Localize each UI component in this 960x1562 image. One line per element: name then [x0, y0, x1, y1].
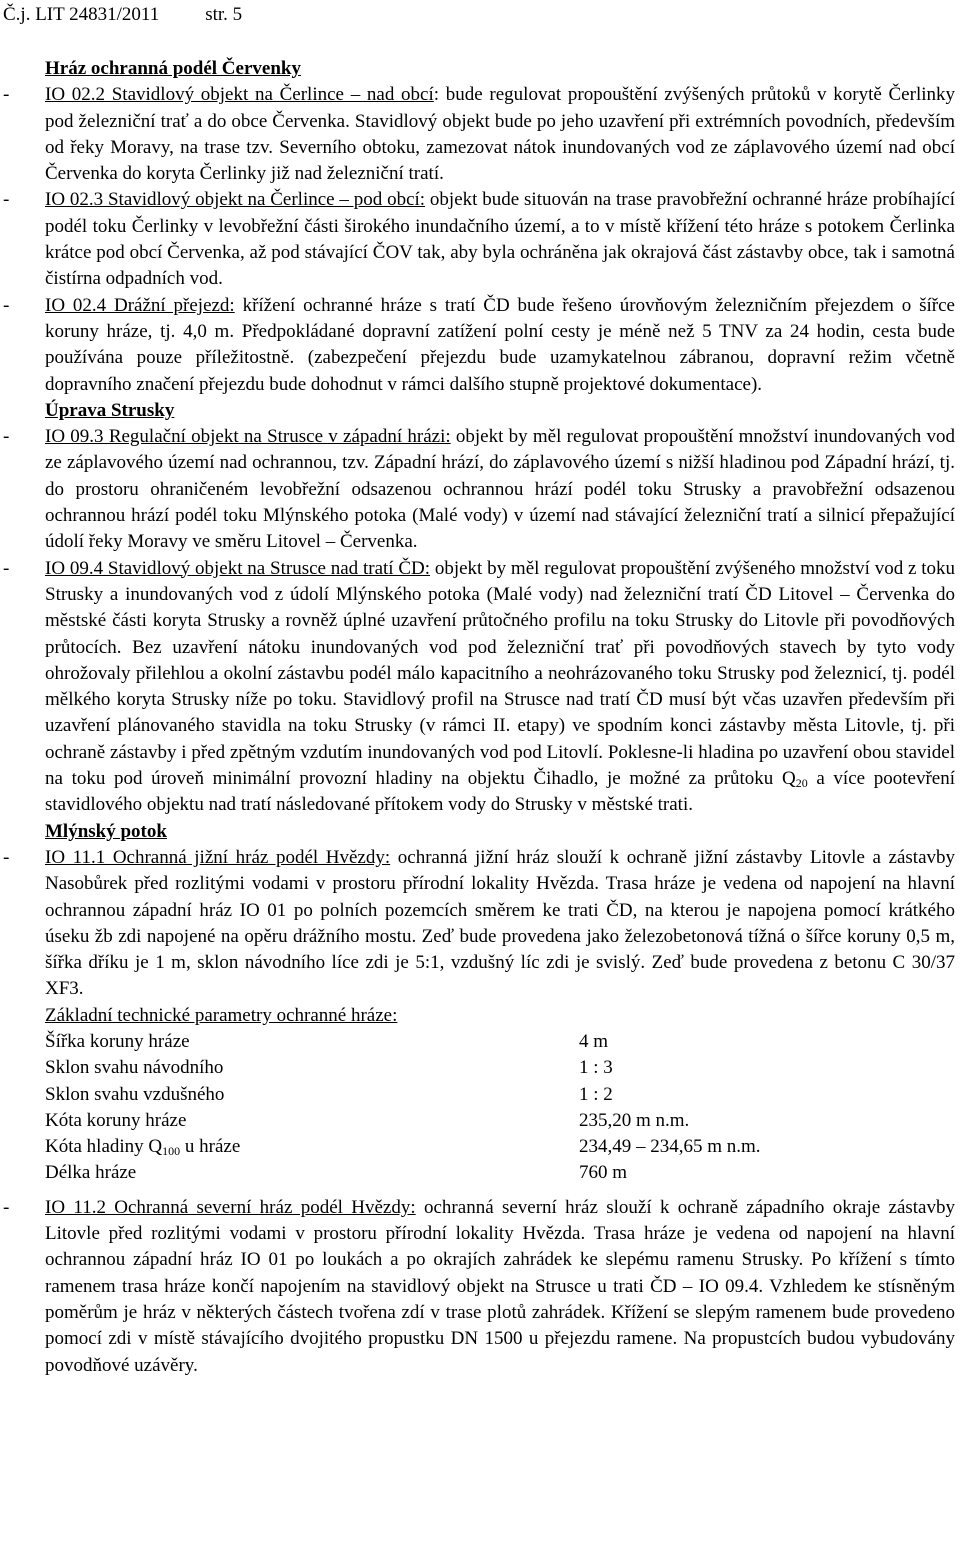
section-heading-struska: Úprava Strusky	[45, 399, 175, 421]
list-item-io-11-1	[0, 845, 955, 1003]
param-row	[45, 1082, 955, 1108]
param-key: Sklon svahu návodního	[45, 1057, 224, 1079]
subscript: 20	[795, 776, 808, 791]
parameters-label: Základní technické parametry ochranné hráze:	[45, 1004, 398, 1026]
param-value: 234,49 – 234,65 m n.m.	[579, 1136, 761, 1158]
param-value: 760 m	[579, 1162, 628, 1184]
list-dash: -	[3, 846, 10, 868]
param-key	[45, 1134, 579, 1160]
param-row	[45, 1134, 955, 1160]
list-item-io-11-2	[0, 1195, 955, 1379]
item-text: objekt by měl regulovat propouštění množství inundovaných vod ze záplavového území nad ochrannou, tzv. Západní hrází, do záplavového území s nižší hladinou pod Západní hrází, tj. do prostoru ohraničeném levobřežní odsazenou ochrannou hrází podél toku Strusky a pravobřežní odsazenou ochrannou hrází podél toku Mlýnského potoka (Malé vody) v území nad stávající železniční tratí a silnicí přepažující údolí řeky Moravy ve směru Litovel – Červenka.	[45, 426, 955, 553]
reference-number: Č.j. LIT 24831/2011	[3, 4, 160, 25]
list-dash: -	[3, 557, 10, 579]
section-heading-mlynsky-potok: Mlýnský potok	[45, 820, 167, 842]
param-key: Šířka koruny hráze	[45, 1030, 190, 1052]
param-value: 235,20 m n.m.	[579, 1109, 690, 1131]
param-key: Sklon svahu vzdušného	[45, 1083, 225, 1105]
section-heading-cervenka: Hráz ochranná podél Červenky	[45, 58, 301, 79]
item-text: ochranná severní hráz slouží k ochraně západního okraje zástavby Litovle před rozlitými vodami v prostoru přírodní lokality Hvězda. Trasa hráze je vedena od napojení na hlavní ochrannou západní hráz IO 01 po loukách a po okrajích zahrádek ke slepému ramenu Strusky. Po křížení s tímto ramenem trasa hráze končí napojením na stavidlový objekt na Strusce u trati ČD – IO 09.4. Vzhledem ke stísněným poměrům je hráz v některých částech tvořena zdí v trase plotů zahrádek. Křížení se slepým ramenem bude provedeno pomocí zdi v místě stávajícího dvojitého propustku DN 1500 u přejezdu ramene. Na propustcích budou vybudovány povodňové uzávěry.	[45, 1196, 955, 1376]
param-value: 4 m	[579, 1030, 609, 1052]
param-row	[45, 1108, 955, 1134]
list-dash: -	[3, 1196, 10, 1218]
item-title: IO 11.1 Ochranná jižní hráz podél Hvězdy:	[45, 846, 391, 868]
item-text: objekt bude situován na trase pravobřežní ochranné hráze probíhající podél toku Čerlinky v levobřežní části širokého inundačního území, a to v místě křížení této hráze s potokem Čerlinka krátce pod obcí Červenka, až pod stávající ČOV tak, aby byla ochráněna jak okrajová část zástavby obce, tak i samotná čistírna odpadních vod.	[45, 189, 956, 290]
subscript: 100	[162, 1144, 181, 1159]
list-item-io-02-4	[0, 293, 955, 398]
item-title: IO 09.3 Regulační objekt na Strusce v západní hrázi:	[45, 426, 451, 448]
item-text: ochranná jižní hráz slouží k ochraně jižní zástavby Litovle a zástavby Nasobůrek před rozlitými vodami v prostoru přírodní lokality Hvězda. Trasa hráze je vedena od napojení na hlavní ochrannou západní hráz IO 01 po polních pozemcích směrem ke trati ČD, na kterou je napojena pomocí krátkého úseku žb zdi napojené na opěru drážního mostu. Zeď bude provedena jako železobetonová tížná o šířce koruny 0,5 m, šířka dříku je 1 m, sklon návodního líce zdi je 5:1, vzdušný líc zdi je svislý. Zeď bude provedena z betonu C 30/37 XF3.	[45, 846, 956, 1000]
list-item-io-09-3	[0, 424, 955, 555]
item-text: křížení ochranné hráze s tratí ČD bude řešeno úrovňovým železničním přejezdem o šířce koruny hráze, tj. 4,0 m. Předpokládané dopravní zatížení polní cesty je méně než 5 TNV za 24 hodin, cesta bude používána pouze příležitostně. (zabezpečení přejezdu bude uzamykatelnou zábranou, dopravní režim včetně dopravního značení přejezdu bude dohodnut v rámci dalšího stupně projektové dokumentace).	[45, 294, 955, 395]
list-dash: -	[3, 294, 10, 316]
param-key-text: Kóta hladiny Q	[45, 1136, 163, 1158]
list-item-io-09-4	[0, 556, 955, 819]
param-value: 1 : 2	[579, 1083, 613, 1105]
item-title: IO 09.4 Stavidlový objekt na Strusce nad tratí ČD:	[45, 557, 431, 579]
item-text: : bude regulovat propouštění zvýšených průtoků v korytě Čerlinky pod železniční trať a do obce Červenka. Stavidlový objekt bude po jeho uzavření při extrémních povodních, především od řeky Moravy, na trase tzv. Severního obtoku, zamezovat nátok inundovaných vod ze záplavového území nad obcí Červenka do koryta Čerlinky již nad železniční tratí.	[45, 84, 955, 185]
list-item-io-02-2	[0, 82, 955, 187]
list-dash: -	[3, 189, 10, 211]
parameters-block	[0, 1003, 955, 1187]
list-dash: -	[3, 84, 10, 106]
item-text-end: a více pootevření stavidlového objektu nad tratí následované přítokem vody do Strusky v městské trati.	[45, 768, 955, 816]
document-body	[0, 56, 955, 1379]
item-title: IO 11.2 Ochranná severní hráz podél Hvězdy:	[45, 1196, 416, 1218]
param-key-suffix: u hráze	[180, 1136, 241, 1158]
param-key: Kóta koruny hráze	[45, 1109, 187, 1131]
param-row	[45, 1055, 955, 1081]
item-title: IO 02.3 Stavidlový objekt na Čerlince – pod obcí:	[45, 189, 426, 211]
param-value: 1 : 3	[579, 1057, 613, 1079]
item-text: objekt by měl regulovat propouštění zvýšeného množství vod z toku Strusky a inundovaných vod z údolí Mlýnského potoka (Malé vody) nad železniční tratí ČD Litovel – Červenka do městské části koryta Strusky a rovněž úplné uzavření průtočného profilu na toku Strusky do Litovle při povodňových průtocích. Bez uzavření nátoku inundovaných vod pod železniční trať při povodňových stavech by tyto vody ohrožovaly přilehlou a okolní zástavbu podél málo kapacitního a neohrázovaného toku Strusky pod železnicí, tj. podél mělkého koryta Strusky níže po toku. Stavidlový profil na Strusce nad tratí ČD musí být včas uzavřen především při uzavření plánovaného stavidla na toku Strusky (v rámci II. etapy) ve spodním konci zástavby města Litovle, tj. při ochraně zástavby i před zpětným vzdutím inundovaných vod pod Litovlí. Poklesne-li hladina po uzavření obou stavidel na toku pod úroveň minimální provozní hladiny na objektu Čihadlo, je možné za průtoku Q	[45, 557, 955, 790]
page-number: str. 5	[205, 4, 243, 25]
param-key: Délka hráze	[45, 1162, 137, 1184]
spacer	[0, 1187, 955, 1195]
list-item-io-02-3	[0, 187, 955, 292]
page-header	[3, 4, 242, 26]
item-title: IO 02.2 Stavidlový objekt na Čerlince – nad obcí	[45, 84, 434, 106]
item-title: IO 02.4 Drážní přejezd:	[45, 294, 235, 316]
list-dash: -	[3, 426, 10, 448]
param-row	[45, 1029, 955, 1055]
param-row	[45, 1160, 955, 1186]
